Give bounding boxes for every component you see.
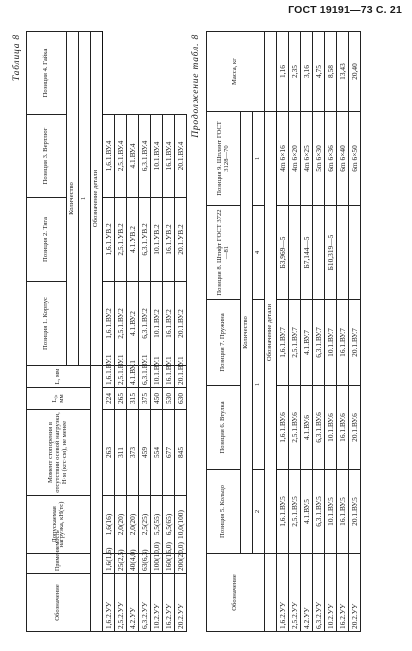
table-cell: 2,5.2.УУ xyxy=(289,554,301,632)
table-cell: 1,6(1,6) xyxy=(103,554,115,574)
table-cell: 315 xyxy=(127,388,139,410)
table-cell: 100(10,0) xyxy=(151,554,163,574)
table-cell: 200(20,0) xyxy=(175,554,187,574)
table-cell: 16.1.ВУ.2 xyxy=(163,282,175,366)
col-load: Допускаемая нагрузка, кН(тс) xyxy=(27,496,91,554)
table-cell: 4m 6×20 xyxy=(289,112,301,206)
table-cell: 2,5.1.ВУ.5 xyxy=(289,470,301,554)
table-cell: Б7,144—5 xyxy=(301,206,313,300)
table-cell: 4.2.УУ xyxy=(127,574,139,632)
col-L: L, мм xyxy=(27,366,91,388)
col-pos8: Позиция 8. Штифт ГОСТ 3722—81 xyxy=(207,206,241,300)
table-cell: 6,3.2.УУ xyxy=(139,574,151,632)
table-cell: 6,3.1.ВУ.4 xyxy=(139,115,151,198)
table-cell: 4.1.ВУ.5 xyxy=(301,470,313,554)
table-label: Таблица 8 xyxy=(12,34,22,82)
table-cell: 10.2.УУ xyxy=(151,574,163,632)
table-cell: 2,5.2.УУ xyxy=(115,574,127,632)
details-header: Обозначение детали xyxy=(91,32,103,366)
table-cell: 20.1.УВ.2 xyxy=(175,198,187,282)
table-cell: 4.1.ВУ.1 xyxy=(127,366,139,388)
table-cell: 20.1.ВУ.6 xyxy=(349,386,361,470)
table-cell: 5,5(55) xyxy=(151,496,163,554)
table-cell: 265 xyxy=(115,388,127,410)
table-cell: 4.1.ВУ.2 xyxy=(127,282,139,366)
table-cell: Б10,319—5 xyxy=(325,206,337,300)
table-cell: 10,0(100) xyxy=(175,496,187,554)
table-cell: 10.1.ВУ.7 xyxy=(325,300,337,386)
col-applicability: Применяемость xyxy=(27,554,91,574)
table-cell: 3,16 xyxy=(301,32,313,112)
table-cell: Б3,969—5 xyxy=(277,206,289,300)
table-cell: 20,40 xyxy=(349,32,361,112)
col-pos2: Позиция 2. Тяга xyxy=(27,198,67,282)
table-cell: 16.1.ВУ.4 xyxy=(163,115,175,198)
table-row xyxy=(349,32,361,632)
table-cell: 13,43 xyxy=(337,32,349,112)
table-cell: 10.1.ВУ.4 xyxy=(151,115,163,198)
table-row xyxy=(325,32,337,632)
table-cell: 2,5.1.ВУ.4 xyxy=(115,115,127,198)
table-row xyxy=(103,32,115,632)
table-cell: 40(4,0) xyxy=(127,554,139,574)
table-cell: 16.2.УУ xyxy=(337,554,349,632)
table-cell: 4m 6×16 xyxy=(277,112,289,206)
table-cell: 10.1.ВУ.6 xyxy=(325,386,337,470)
table-cell: 16.1.ВУ.6 xyxy=(337,386,349,470)
table-cell xyxy=(289,206,301,300)
table-cell: 10.2.УУ xyxy=(325,554,337,632)
table-cell: 20.1.ВУ.4 xyxy=(175,115,187,198)
table-cell: 1,6.1.ВУ.6 xyxy=(277,386,289,470)
col-L0: L₀, мм xyxy=(27,388,91,410)
table-cell: 6,5(65) xyxy=(163,496,175,554)
table-cell: 450 xyxy=(151,388,163,410)
table-cell: 6,3.1.ВУ.1 xyxy=(139,366,151,388)
rotated-page-content xyxy=(12,32,397,632)
table-row xyxy=(139,32,151,632)
table-cell: 459 xyxy=(139,410,151,496)
table-cell: 2,5.1.ВУ.2 xyxy=(115,282,127,366)
table-cell: 1,6.1.ВУ.7 xyxy=(277,300,289,386)
table-cell: 4.1.ВУ.7 xyxy=(301,300,313,386)
col2-designation: Обозначение xyxy=(207,554,265,632)
table-cell: 1,6.2.УУ xyxy=(103,574,115,632)
table-cell: 10.1.ВУ.2 xyxy=(151,282,163,366)
table-cell xyxy=(349,206,361,300)
table-cell: 16.2.УУ xyxy=(163,574,175,632)
qty-pos5: 2 xyxy=(253,470,265,554)
table-cell: 311 xyxy=(115,410,127,496)
quantity-value: 1 xyxy=(79,32,91,366)
details2-header: Обозначение детали xyxy=(265,112,277,554)
table-cell: 2,5.1.ВУ.6 xyxy=(289,386,301,470)
table-cell: 160(16,0) xyxy=(163,554,175,574)
table-cell: 677 xyxy=(163,410,175,496)
table-cell: 16.1.УВ.2 xyxy=(163,198,175,282)
table-cell: 6m 6×50 xyxy=(349,112,361,206)
col-pos7: Позиция 7. Пружина xyxy=(207,300,241,386)
table-cell: 10.1.УВ.2 xyxy=(151,198,163,282)
table-row xyxy=(151,32,163,632)
col-pos5: Позиция 5. Кольцо xyxy=(207,470,241,554)
table-cell: 1,6.1.ВУ.4 xyxy=(103,115,115,198)
table-cell: 2,0(20) xyxy=(127,496,139,554)
table-cell: 1,16 xyxy=(277,32,289,112)
table-cell: 1,6.1.ВУ.2 xyxy=(103,282,115,366)
col-pos3: Позиция 3. Вертлюг xyxy=(27,115,67,198)
table-cell: 2,5.1.ВУ.1 xyxy=(115,366,127,388)
table-cell: 6,3.1.ВУ.6 xyxy=(313,386,325,470)
col-pos9: Позиция 9. Шплинт ГОСТ 3128—70 xyxy=(207,112,241,206)
quantity-header: Количество xyxy=(67,32,79,366)
table-cell: 845 xyxy=(175,410,187,496)
table-cell: 1,6.1.УВ.2 xyxy=(103,198,115,282)
table-row xyxy=(163,32,175,632)
quantity2-header: Количество xyxy=(241,112,253,554)
table-row xyxy=(277,32,289,632)
table-row xyxy=(301,32,313,632)
table-row xyxy=(337,32,349,632)
table-cell: 20.2.УУ xyxy=(349,554,361,632)
table-cell: 2,5.1.ВУ.7 xyxy=(289,300,301,386)
table-continuation: Продолжение табл. 8 xyxy=(191,34,201,138)
col-mass: Масса, кг xyxy=(207,32,265,112)
table-cell: 5m 6×30 xyxy=(313,112,325,206)
table-cell: 20.1.ВУ.2 xyxy=(175,282,187,366)
table-cell: 4,75 xyxy=(313,32,325,112)
table-cell: 6m 6×40 xyxy=(337,112,349,206)
col-pos1: Позиция 1. Корпус xyxy=(27,282,67,366)
table-cell: 4.1.УВ.2 xyxy=(127,198,139,282)
col-designation: Обозначение xyxy=(27,574,91,632)
table-row xyxy=(175,32,187,632)
table-cell: 530 xyxy=(163,388,175,410)
table-cell: 63(6,3) xyxy=(139,554,151,574)
table-cell: 1,6.2.УУ xyxy=(277,554,289,632)
table-cell: 263 xyxy=(103,410,115,496)
table-cell: 224 xyxy=(103,388,115,410)
table-cell: 4.1.ВУ.6 xyxy=(301,386,313,470)
table-cell xyxy=(337,206,349,300)
table-cell: 20.1.ВУ.1 xyxy=(175,366,187,388)
table-cell: 25(2,5) xyxy=(115,554,127,574)
table-cell: 2,5(25) xyxy=(139,496,151,554)
table-cell: 20.2.УУ xyxy=(175,574,187,632)
qty-pos9: 1 xyxy=(253,112,265,206)
table-cell: 6,3.1.ВУ.7 xyxy=(313,300,325,386)
table-cell: 10.1.ВУ.5 xyxy=(325,470,337,554)
table-cell: 16.1.ВУ.1 xyxy=(163,366,175,388)
table-8 xyxy=(26,31,187,632)
table-cell: 1,6.1.ВУ.1 xyxy=(103,366,115,388)
table-cell: 630 xyxy=(175,388,187,410)
table-cell: 6m 6×36 xyxy=(325,112,337,206)
page-header: ГОСТ 19191—73 С. 21 xyxy=(288,4,402,16)
table-row xyxy=(127,32,139,632)
table-cell: 2,35 xyxy=(289,32,301,112)
table-cell: 2,5.1.УВ.2 xyxy=(115,198,127,282)
col-pos4: Позиция 4. Гайка xyxy=(27,32,67,115)
table-cell: 4.2.УУ xyxy=(301,554,313,632)
table-cell: 6,3.1.УВ.2 xyxy=(139,198,151,282)
table-cell: 1,6(16) xyxy=(103,496,115,554)
col-pos6: Позиция 6. Втулка xyxy=(207,386,241,470)
table-cell: 2,0(20) xyxy=(115,496,127,554)
qty-pos8: 4 xyxy=(253,206,265,300)
table-cell: 16.1.ВУ.7 xyxy=(337,300,349,386)
table-row xyxy=(289,32,301,632)
table-8-continuation xyxy=(206,31,361,632)
table-row xyxy=(313,32,325,632)
table-cell: 1,6.1.ВУ.5 xyxy=(277,470,289,554)
col-torque: Момент стопорения в отсутствии осевой нагрузки, Н·м (кгс·см), не менее xyxy=(27,410,91,496)
table-cell: 373 xyxy=(127,410,139,496)
table-cell: 375 xyxy=(139,388,151,410)
table-cell: 4m 6×25 xyxy=(301,112,313,206)
table-row xyxy=(115,32,127,632)
table-cell: 16.1.ВУ.5 xyxy=(337,470,349,554)
table-cell: 6,3.1.ВУ.2 xyxy=(139,282,151,366)
table-cell: 6,3.1.ВУ.5 xyxy=(313,470,325,554)
table-cell: 6,3.2.УУ xyxy=(313,554,325,632)
table-cell: 4.1.ВУ.4 xyxy=(127,115,139,198)
table-cell: 10.1.ВУ.1 xyxy=(151,366,163,388)
table-cell: 20.1.ВУ.7 xyxy=(349,300,361,386)
table-cell: 554 xyxy=(151,410,163,496)
table-cell: 20.1.ВУ.5 xyxy=(349,470,361,554)
table-cell xyxy=(313,206,325,300)
table-cell: 8,58 xyxy=(325,32,337,112)
qty-pos67: 1 xyxy=(253,300,265,470)
